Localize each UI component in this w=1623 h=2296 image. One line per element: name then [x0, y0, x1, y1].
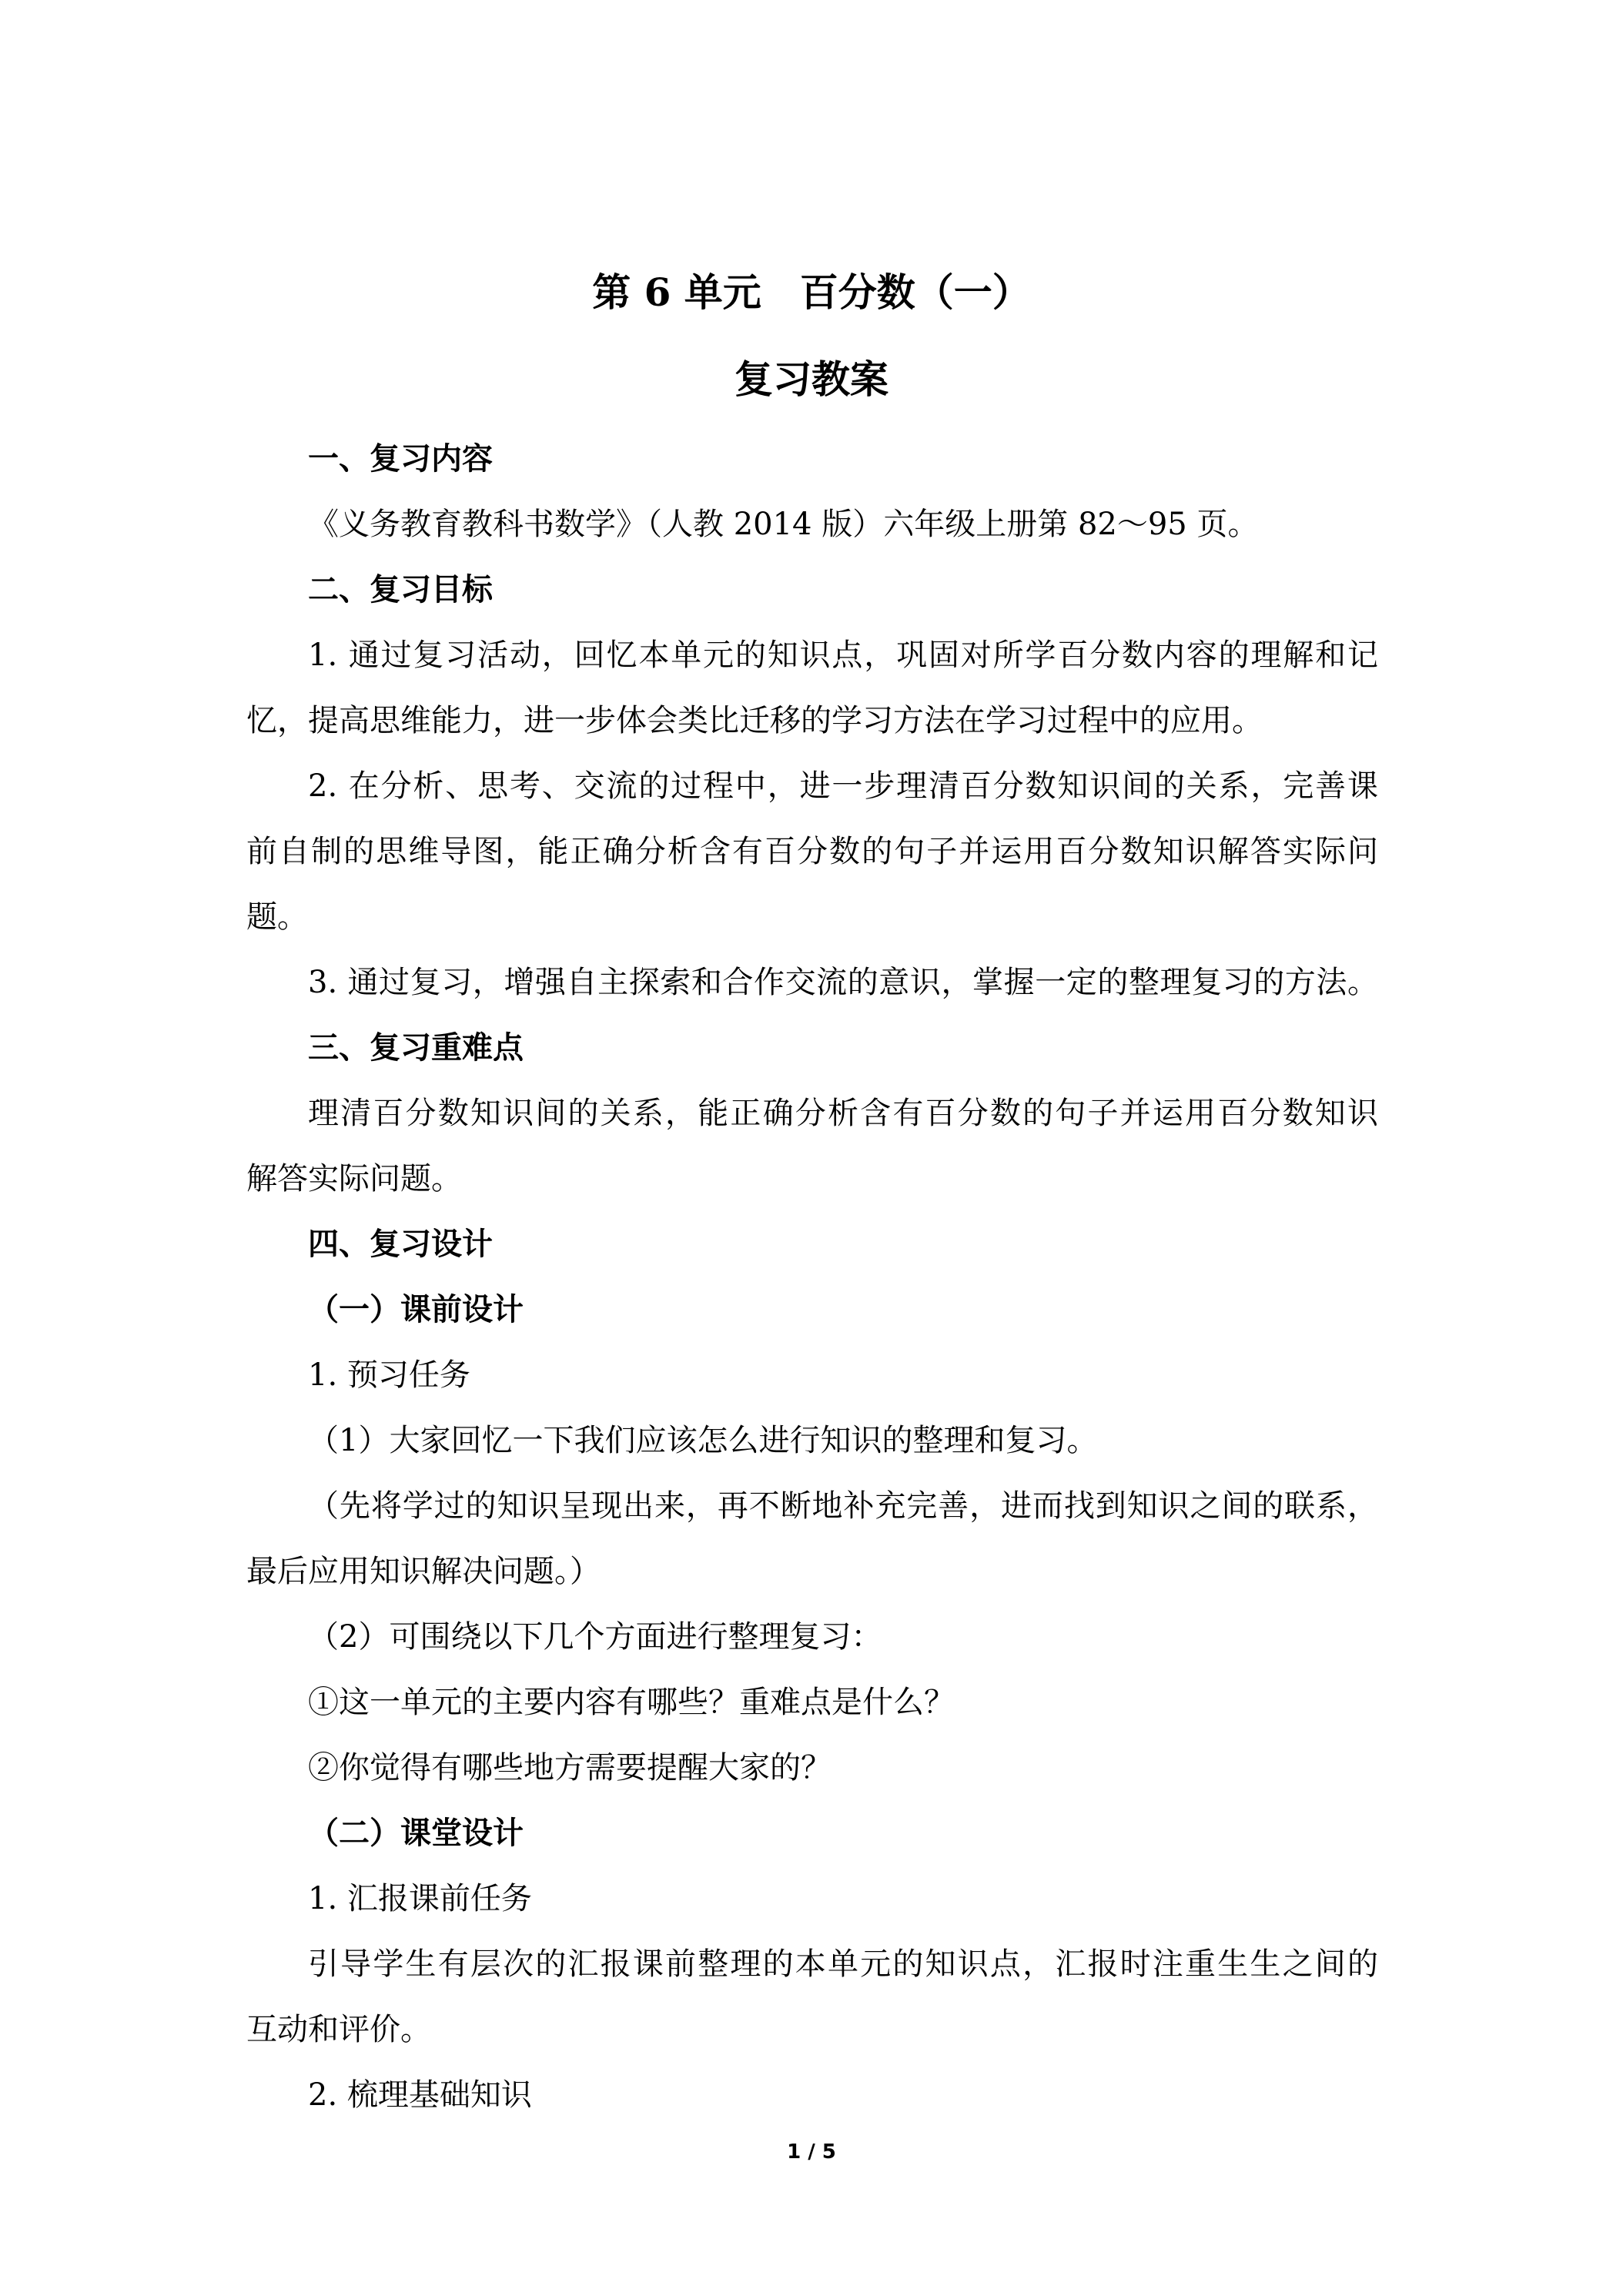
report-task-heading: 1. 汇报课前任务 — [308, 1881, 532, 1916]
review-content-text: 《义务教育教科书数学》（人教 2014 版）六年级上册第 82～95 页。 — [308, 507, 1259, 542]
section-heading-review-content: 一、复习内容 — [308, 440, 493, 477]
section-heading-review-design: 四、复习设计 — [308, 1226, 493, 1262]
goal-3: 3. 通过复习，增强自主探索和合作交流的意识，掌握一定的整理复习的方法。 — [308, 965, 1378, 1000]
key-points-line-1: 理清百分数知识间的关系，能正确分析含有百分数的句子并运用百分数知识 — [308, 1096, 1378, 1131]
document-title: 第 6 单元 百分数（一） — [592, 269, 1031, 315]
preview-task-item-2b: ②你觉得有哪些地方需要提醒大家的？ — [308, 1750, 832, 1786]
section-heading-review-goals: 二、复习目标 — [308, 571, 493, 607]
subsection-classroom-design: （二）课堂设计 — [308, 1815, 524, 1851]
preview-task-item-2a: ①这一单元的主要内容有哪些？重难点是什么？ — [308, 1685, 955, 1720]
basic-knowledge-heading: 2. 梳理基础知识 — [308, 2077, 532, 2113]
report-task-line-2: 互动和评价。 — [246, 2012, 431, 2047]
goal-2-line-1: 2. 在分析、思考、交流的过程中，进一步理清百分数知识间的关系，完善课 — [308, 768, 1378, 804]
goal-2-line-2: 前自制的思维导图，能正确分析含有百分数的句子并运用百分数知识解答实际问 — [246, 834, 1378, 869]
page-number: 1 / 5 — [787, 2140, 836, 2164]
key-points-line-2: 解答实际问题。 — [246, 1161, 462, 1197]
report-task-line-1: 引导学生有层次的汇报课前整理的本单元的知识点，汇报时注重生生之间的 — [308, 1946, 1378, 1982]
goal-1-line-2: 忆，提高思维能力，进一步体会类比迁移的学习方法在学习过程中的应用。 — [246, 703, 1263, 738]
goal-1-line-1: 1. 通过复习活动，回忆本单元的知识点，巩固对所学百分数内容的理解和记 — [308, 638, 1378, 673]
preview-task-heading: 1. 预习任务 — [308, 1357, 470, 1393]
section-heading-key-points: 三、复习重难点 — [308, 1029, 524, 1066]
goal-2-line-3: 题。 — [246, 899, 308, 935]
preview-task-item-2: （2）可围绕以下几个方面进行整理复习： — [308, 1619, 882, 1655]
preview-task-note-line-1: （先将学过的知识呈现出来，再不断地补充完善，进而找到知识之间的联系， — [308, 1488, 1378, 1524]
preview-task-item-1: （1）大家回忆一下我们应该怎么进行知识的整理和复习。 — [308, 1423, 1098, 1458]
subsection-pre-class-design: （一）课前设计 — [308, 1291, 524, 1327]
preview-task-note-line-2: 最后应用知识解决问题。） — [246, 1554, 601, 1589]
document-subtitle: 复习教案 — [735, 356, 888, 402]
